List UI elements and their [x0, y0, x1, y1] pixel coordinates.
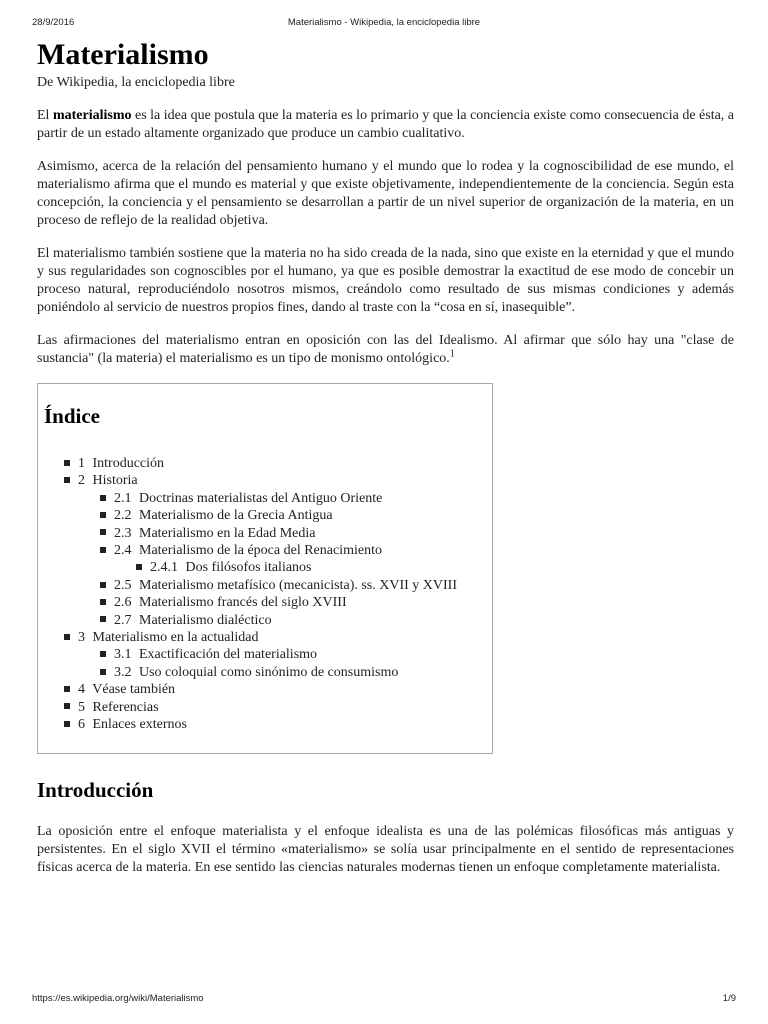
bullet-icon — [64, 634, 70, 640]
toc-item[interactable]: 3.2 Uso coloquial como sinónimo de consumismo — [100, 664, 457, 681]
bullet-icon — [100, 495, 106, 501]
toc-item[interactable]: 3 Materialismo en la actualidad 3.1 Exactificación del materialismo 3.2 Uso coloquial como sinónimo de consumismo — [64, 629, 457, 681]
toc-item[interactable]: 2 Historia 2.1 Doctrinas materialistas del Antiguo Oriente 2.2 Materialismo de la Grecia Antigua 2.3 Materialismo en la Edad Media 2.4 Materialismo de la época del Renacimiento 2.4.1 Dos filósofos italianos 2.5 Materialismo metafísico (mecanicista). ss. XVII y XVIII 2.6 Materialismo francés del siglo XVIII 2.7 Materialismo dialéctico — [64, 472, 457, 629]
intro-paragraph-4: Las afirmaciones del materialismo entran en oposición con las del Idealismo. Al afirmar que sólo hay una "clase de sustancia" (la materia) el materialismo es un tipo de monismo ontológico.$^1$ — [37, 333, 734, 366]
page-title: Materialismo — [37, 38, 209, 71]
toc-item[interactable]: 2.1 Doctrinas materialistas del Antiguo Oriente — [100, 490, 457, 507]
toc-item[interactable]: 1 Introducción — [64, 455, 457, 472]
print-url: https://es.wikipedia.org/wiki/Materialismo — [32, 993, 204, 1004]
term-materialismo: materialismo — [52, 108, 132, 123]
bullet-icon — [64, 477, 70, 483]
print-title: Materialismo - Wikipedia, la enciclopedia libre — [287, 17, 481, 28]
bullet-icon — [100, 512, 106, 518]
bullet-icon — [100, 547, 106, 553]
bullet-icon — [100, 599, 106, 605]
bullet-icon — [64, 460, 70, 466]
toc-item[interactable]: 2.5 Materialismo metafísico (mecanicista). ss. XVII y XVIII — [100, 577, 457, 594]
table-of-contents — [37, 383, 493, 754]
toc-item[interactable]: 6 Enlaces externos — [64, 716, 457, 733]
intro-paragraph-2: Asimismo, acerca de la relación del pensamiento humano y el mundo que lo rodea y la cognoscibilidad de ese mundo, el materialismo afirma que el mundo es material y que existe objetivamente, independientemente de la conciencia. Según esta concepción, la conciencia y el pensamiento se desarrollan a partir de un nivel superior de organización de la materia, en un proceso de reflejo de la realidad objetiva. — [37, 159, 734, 228]
bullet-icon — [64, 721, 70, 727]
toc-item[interactable]: 2.4.1 Dos filósofos italianos — [136, 559, 457, 576]
section-paragraph: La oposición entre el enfoque materialista y el enfoque idealista es una de las polémicas filosóficas más antiguas y persistentes. En el siglo XVII el término «materialismo» se solía usar principalmente en el sentido de representaciones físicas acerca de la materia. En ese sentido las ciencias naturales modernas tienen un enfoque completamente materialista. — [37, 824, 734, 875]
page-number: 1/9 — [722, 993, 736, 1004]
print-date: 28/9/2016 — [32, 17, 75, 28]
bullet-icon — [100, 669, 106, 675]
bullet-icon — [136, 564, 142, 570]
article — [37, 36, 734, 892]
bullet-icon — [64, 703, 70, 709]
toc-item[interactable]: 3.1 Exactificación del materialismo — [100, 646, 457, 663]
toc-item[interactable]: 2.3 Materialismo en la Edad Media — [100, 525, 457, 542]
reference-link[interactable]: 1 — [449, 348, 455, 360]
toc-title: Índice — [44, 404, 101, 428]
bullet-icon — [100, 582, 106, 588]
intro-paragraph-3: El materialismo también sostiene que la materia no ha sido creada de la nada, sino que existe en la eternidad y que el mundo y sus regularidades son cognoscibles por el humano, ya que es posible demostrar la exactitud de ese modo de concebir un proceso natural, reproduciéndolo nosotros mismos, creándolo como resultado de sus mismas condiciones y además poniéndolo al servicio de nuestros propios fines, dando al traste con la “cosa en sí, inasequible”. — [37, 246, 734, 315]
bullet-icon — [100, 651, 106, 657]
toc-item[interactable]: 2.2 Materialismo de la Grecia Antigua — [100, 507, 457, 524]
page-subtitle: De Wikipedia, la enciclopedia libre — [37, 75, 235, 90]
toc-item[interactable]: 4 Véase también — [64, 681, 457, 698]
intro-paragraph-1: El materialismo es la idea que postula que la materia es lo primario y que la conciencia existe como consecuencia de ésta, a partir de un estado altamente organizado que produce un cambio cualitativo. — [37, 108, 735, 141]
toc-item[interactable]: 2.7 Materialismo dialéctico — [100, 612, 457, 629]
toc-item[interactable]: 2.4 Materialismo de la época del Renacimiento 2.4.1 Dos filósofos italianos — [100, 542, 457, 577]
toc-item[interactable]: 2.6 Materialismo francés del siglo XVIII — [100, 594, 457, 611]
bullet-icon — [100, 616, 106, 622]
section-heading-introduccion: Introducción — [37, 778, 154, 802]
bullet-icon — [64, 686, 70, 692]
toc-item[interactable]: 5 Referencias — [64, 699, 457, 716]
bullet-icon — [100, 529, 106, 535]
